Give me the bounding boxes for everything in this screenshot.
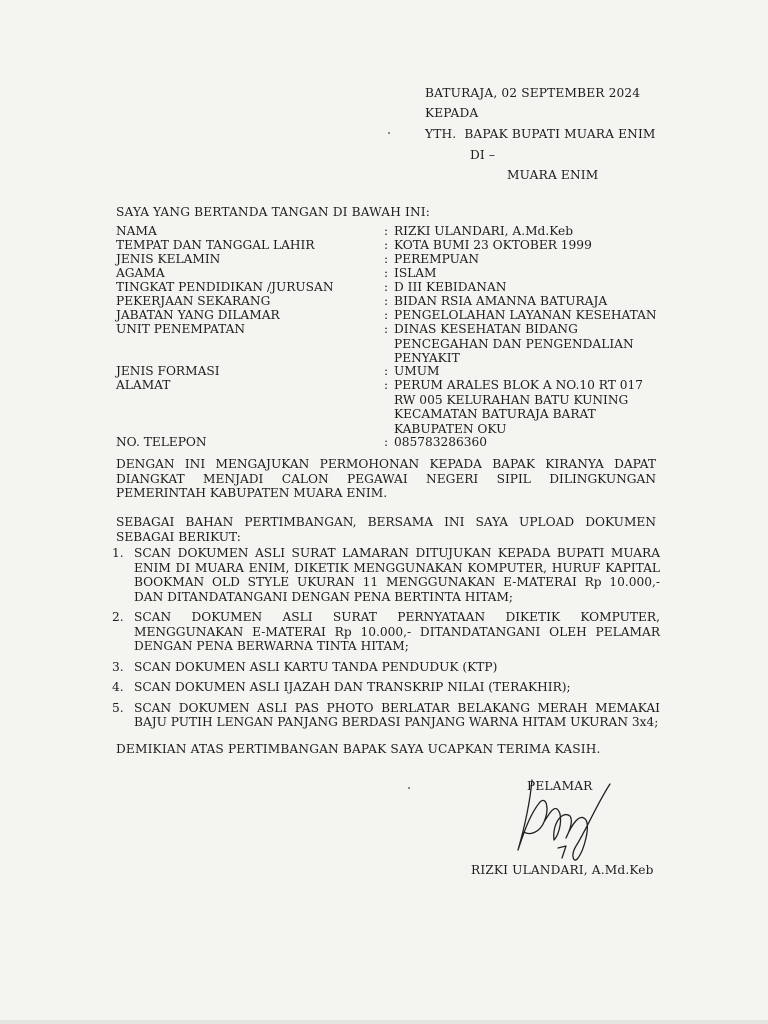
field-value: : D III KEBIDANAN [384, 280, 507, 294]
scan-speck [388, 132, 390, 134]
requirements-list [112, 546, 660, 736]
field-label: JABATAN YANG DILAMAR [116, 308, 280, 322]
list-item: 3. SCAN DOKUMEN ASLI KARTU TANDA PENDUDUK (KTP) [112, 659, 498, 674]
field-label: NAMA [116, 224, 157, 238]
field-label: TINGKAT PENDIDIKAN /JURUSAN [116, 280, 334, 294]
field-label: JENIS FORMASI [116, 364, 220, 378]
field-label: JENIS KELAMIN [116, 252, 221, 266]
field-value: : PERUM ARALES BLOK A NO.10 RT 017 RW 005 KELURAHAN BATU KUNING KECAMATAN BATURAJA BARAT KABUPATEN OKU [384, 378, 644, 436]
field-value: : BIDAN RSIA AMANNA BATURAJA [384, 294, 608, 308]
field-value: : DINAS KESEHATAN BIDANG PENCEGAHAN DAN PENGENDALIAN PENYAKIT [384, 322, 634, 365]
field-label: PEKERJAAN SEKARANG [116, 294, 271, 308]
list-item: 2. SCAN DOKUMEN ASLI SURAT PERNYATAAN DIKETIK KOMPUTER, MENGGUNAKAN E-MATERAI Rp 10.000,- DITANDATANGANI OLEH PELAMAR DENGAN PENA BERWARNA TINTA HITAM; [112, 610, 660, 653]
signature-mark [500, 762, 620, 872]
addressee-to: KEPADA [425, 106, 479, 120]
field-value: : KOTA BUMI 23 OKTOBER 1999 [384, 238, 592, 252]
field-label: ALAMAT [116, 378, 171, 392]
recipient-at: DI – [470, 148, 496, 162]
list-item: 1. SCAN DOKUMEN ASLI SURAT LAMARAN DITUJUKAN KEPADA BUPATI MUARA ENIM DI MUARA ENIM, DIKETIK MENGGUNAKAN KOMPUTER, HURUF KAPITAL BOOKMAN OLD STYLE UKURAN 11 MENGGUNAKAN E-MATERAI Rp 10.000,- DAN DITANDATANGANI DENGAN PENA BERTINTA HITAM; [112, 546, 660, 604]
signer-name: RIZKI ULANDARI, A.Md.Keb [471, 863, 654, 877]
intro-line: SAYA YANG BERTANDA TANGAN DI BAWAH INI: [116, 205, 430, 219]
field-label: UNIT PENEMPATAN [116, 322, 246, 336]
recipient-city: MUARA ENIM [507, 168, 599, 182]
field-value: : UMUM [384, 364, 440, 378]
list-item: 4. SCAN DOKUMEN ASLI IJAZAH DAN TRANSKRIP NILAI (TERAKHIR); [112, 680, 571, 694]
field-value: : PENGELOLAHAN LAYANAN KESEHATAN [384, 308, 657, 322]
field-value: : PEREMPUAN [384, 252, 479, 266]
field-value: : 085783286360 [384, 435, 488, 449]
field-value: : ISLAM [384, 266, 437, 280]
recipient: YTH. BAPAK BUPATI MUARA ENIM [425, 127, 656, 141]
request-paragraph: DENGAN INI MENGAJUKAN PERMOHONAN KEPADA BAPAK KIRANYA DAPAT DIANGKAT MENJADI CALON PEGAWAI NEGERI SIPIL DILINGKUNGAN PEMERINTAH KABUPATEN MUARA ENIM. [116, 457, 656, 500]
place-date: BATURAJA, 02 SEPTEMBER 2024 [425, 86, 641, 100]
signature-role: PELAMAR [527, 779, 593, 793]
documents-intro: SEBAGAI BAHAN PERTIMBANGAN, BERSAMA INI SAYA UPLOAD DOKUMEN SEBAGAI BERIKUT: [116, 515, 656, 544]
field-label: TEMPAT DAN TANGGAL LAHIR [116, 238, 315, 252]
field-value: : RIZKI ULANDARI, A.Md.Keb [384, 224, 574, 238]
field-label: AGAMA [116, 266, 165, 280]
field-label: NO. TELEPON [116, 435, 207, 449]
closing-line: DEMIKIAN ATAS PERTIMBANGAN BAPAK SAYA UCAPKAN TERIMA KASIH. [116, 742, 601, 756]
scan-speck [408, 787, 410, 789]
scan-edge [0, 1020, 768, 1024]
list-item: 5. SCAN DOKUMEN ASLI PAS PHOTO BERLATAR BELAKANG MERAH MEMAKAI BAJU PUTIH LENGAN PANJANG BERDASI PANJANG WARNA HITAM UKURAN 3x4; [112, 700, 660, 729]
